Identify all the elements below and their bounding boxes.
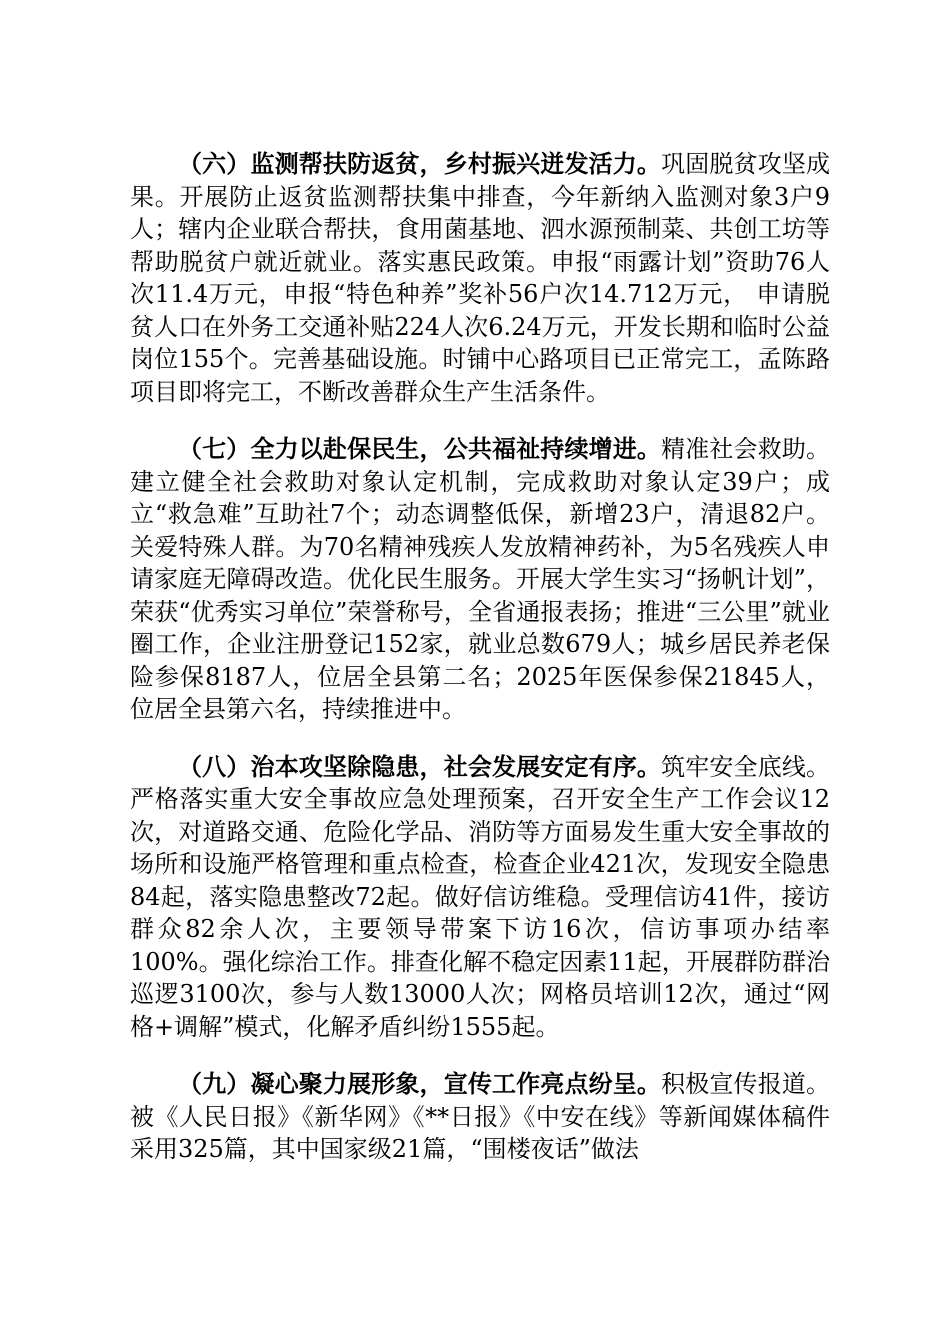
paragraph-8-body: 筑牢安全底线。严格落实重大安全事故应急处理预案，召开安全生产工作会议12次，对道路交通、危险化学品、消防等方面易发生重大安全事故的场所和设施严格管理和重点检查，检查企业421次，发现安全隐患84起，落实隐患整改72起。做好信访维稳。受理信访41件，接访群众82余人次，主要领导带案下访16次，信访事项办结率100%。强化综治工作。排查化解不稳定因素11起，开展群防群治巡逻3100次，参与人数13000人次；网格员培训12次，通过“网格+调解”模式，化解矛盾纠纷1555起。 [130,752,831,1041]
paragraph-9 [130,1068,830,1166]
paragraph-6 [130,148,830,408]
paragraph-7 [130,433,830,726]
paragraph-9-body: 积极宣传报道。被《人民日报》《新华网》《**日报》《中安在线》等新闻媒体稿件采用325篇，其中国家级21篇，“围楼夜话”做法 [130,1070,831,1163]
paragraph-7-body: 精准社会救助。建立健全社会救助对象认定机制，完成救助对象认定39户；成立“救急难”互助社7个；动态调整低保，新增23户，清退82户。关爱特殊人群。为70名精神残疾人发放精神药补，为5名残疾人申请家庭无障碍改造。优化民生服务。开展大学生实习“扬帆计划”，荣获“优秀实习单位”荣誉称号，全省通报表扬；推进“三公里”就业圈工作，企业注册登记152家，就业总数679人；城乡居民养老保险参保8187人，位居全县第二名；2025年医保参保21845人，位居全县第六名，持续推进中。 [130,435,831,723]
paragraph-6-body: 巩固脱贫攻坚成果。开展防止返贫监测帮扶集中排查，今年新纳入监测对象3户9人；辖内企业联合帮扶，食用菌基地、泗水源预制菜、共创工坊等帮助脱贫户就近就业。落实惠民政策。申报“雨露计划”资助76人次11.4万元，申报“特色种养”奖补56户次14.712万元， 申请脱贫人口在外务工交通补贴224人次6.24万元，开发长期和临时公益岗位155个。完善基础设施。时铺中心路项目已正常完工，孟陈路项目即将完工，不断改善群众生产生活条件。 [130,150,831,406]
paragraph-7-heading: （七）全力以赴保民生，公共福祉持续增进。 [178,435,662,463]
paragraph-8 [130,751,830,1044]
paragraph-9-heading: （九）凝心聚力展形象，宣传工作亮点纷呈。 [178,1070,662,1098]
document-page [130,148,830,1191]
paragraph-6-heading: （六）监测帮扶防返贫，乡村振兴迸发活力。 [178,150,662,178]
paragraph-8-heading: （八）治本攻坚除隐患，社会发展安定有序。 [178,752,662,781]
